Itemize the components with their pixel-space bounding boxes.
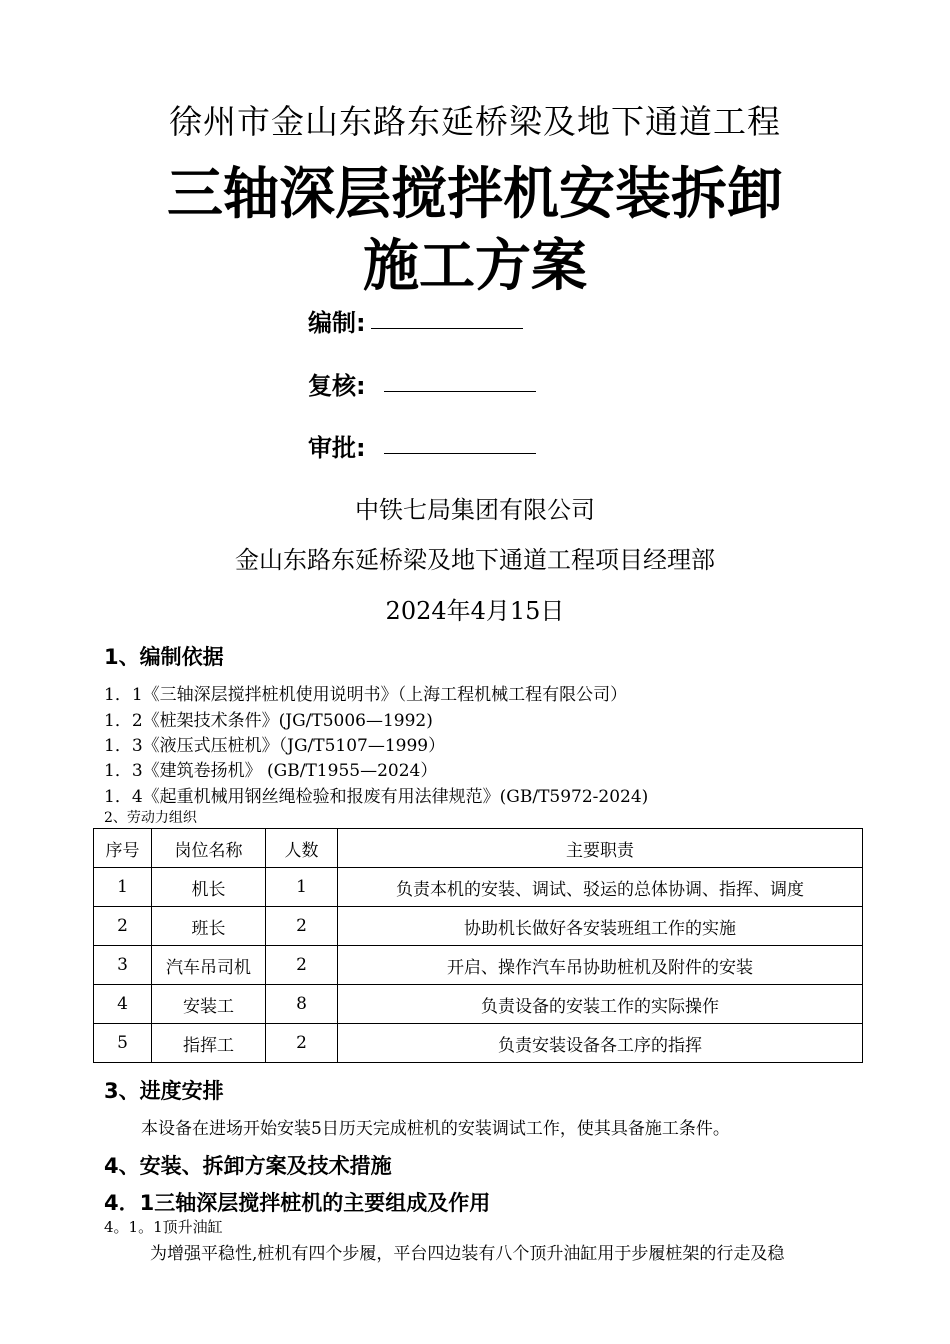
cell-duty: 负责设备的安装工作的实际操作 [338,985,863,1024]
table-row [94,907,863,946]
section2-heading: 2、劳动力组织 [104,810,197,826]
section3-heading: 3、进度安排 [104,1079,224,1103]
main-title-line2: 施工方案 [363,234,587,299]
table-row [94,946,863,985]
section3-text: 本设备在进场开始安装5日历天完成桩机的安装调试工作，使其具备施工条件。 [141,1119,730,1139]
cell-count: 2 [266,907,338,946]
cell-count: 1 [266,868,338,907]
cell-index: 1 [94,868,152,907]
document-date: 2024年4月15日 [385,597,565,625]
cell-position: 安装工 [152,985,266,1024]
project-title: 徐州市金山东路东延桥梁及地下通道工程 [169,102,781,141]
reference-item: 1．2《桩架技术条件》(JG/T5006—1992) [104,711,433,731]
cell-duty: 负责本机的安装、调试、驳运的总体协调、指挥、调度 [338,868,863,907]
cell-count: 8 [266,985,338,1024]
department-name: 金山东路东延桥梁及地下通道工程项目经理部 [235,546,715,574]
reference-item: 1．1《三轴深层搅拌桩机使用说明书》（上海工程机械工程有限公司） [104,685,628,705]
table-header-row [94,829,863,868]
cell-position: 指挥工 [152,1024,266,1063]
cell-index: 2 [94,907,152,946]
cell-duty: 负责安装设备各工序的指挥 [338,1024,863,1063]
company-name: 中铁七局集团有限公司 [355,496,595,524]
review-label: 复核: [308,372,366,400]
cell-index: 5 [94,1024,152,1063]
column-header: 主要职责 [338,829,863,868]
section4-heading: 4、安装、拆卸方案及技术措施 [104,1154,392,1178]
cell-index: 4 [94,985,152,1024]
approve-label: 审批: [308,434,366,462]
section1-heading: 1、编制依据 [104,645,224,669]
approve-signature-line [384,453,536,454]
table-row [94,868,863,907]
review-signature-line [384,391,536,392]
cell-count: 2 [266,946,338,985]
main-title-line1: 三轴深层搅拌机安装拆卸 [167,162,783,227]
section4-sub-subheading: 4。1。1顶升油缸 [104,1218,223,1236]
section4-text: 为增强平稳性,桩机有四个步履，平台四边装有八个顶升油缸用于步履桩架的行走及稳 [150,1244,785,1264]
table-row [94,1024,863,1063]
cell-position: 机长 [152,868,266,907]
column-header: 序号 [94,829,152,868]
cell-position: 班长 [152,907,266,946]
reference-item: 1．3《建筑卷扬机》 (GB/T1955—2024） [104,761,438,781]
column-header: 人数 [266,829,338,868]
reference-item: 1．3《液压式压桩机》（JG/T5107—1999） [104,736,446,756]
cell-index: 3 [94,946,152,985]
reference-item: 1．4《起重机械用钢丝绳检验和报废有用法律规范》(GB/T5972-2024) [104,787,649,807]
labor-table [93,828,863,1063]
cell-count: 2 [266,1024,338,1063]
cell-duty: 协助机长做好各安装班组工作的实施 [338,907,863,946]
column-header: 岗位名称 [152,829,266,868]
cell-position: 汽车吊司机 [152,946,266,985]
compile-label: 编制: [308,309,366,337]
compile-signature-line [371,328,523,329]
cell-duty: 开启、操作汽车吊协助桩机及附件的安装 [338,946,863,985]
section4-subheading: 4．1三轴深层搅拌桩机的主要组成及作用 [104,1191,491,1215]
table-row [94,985,863,1024]
